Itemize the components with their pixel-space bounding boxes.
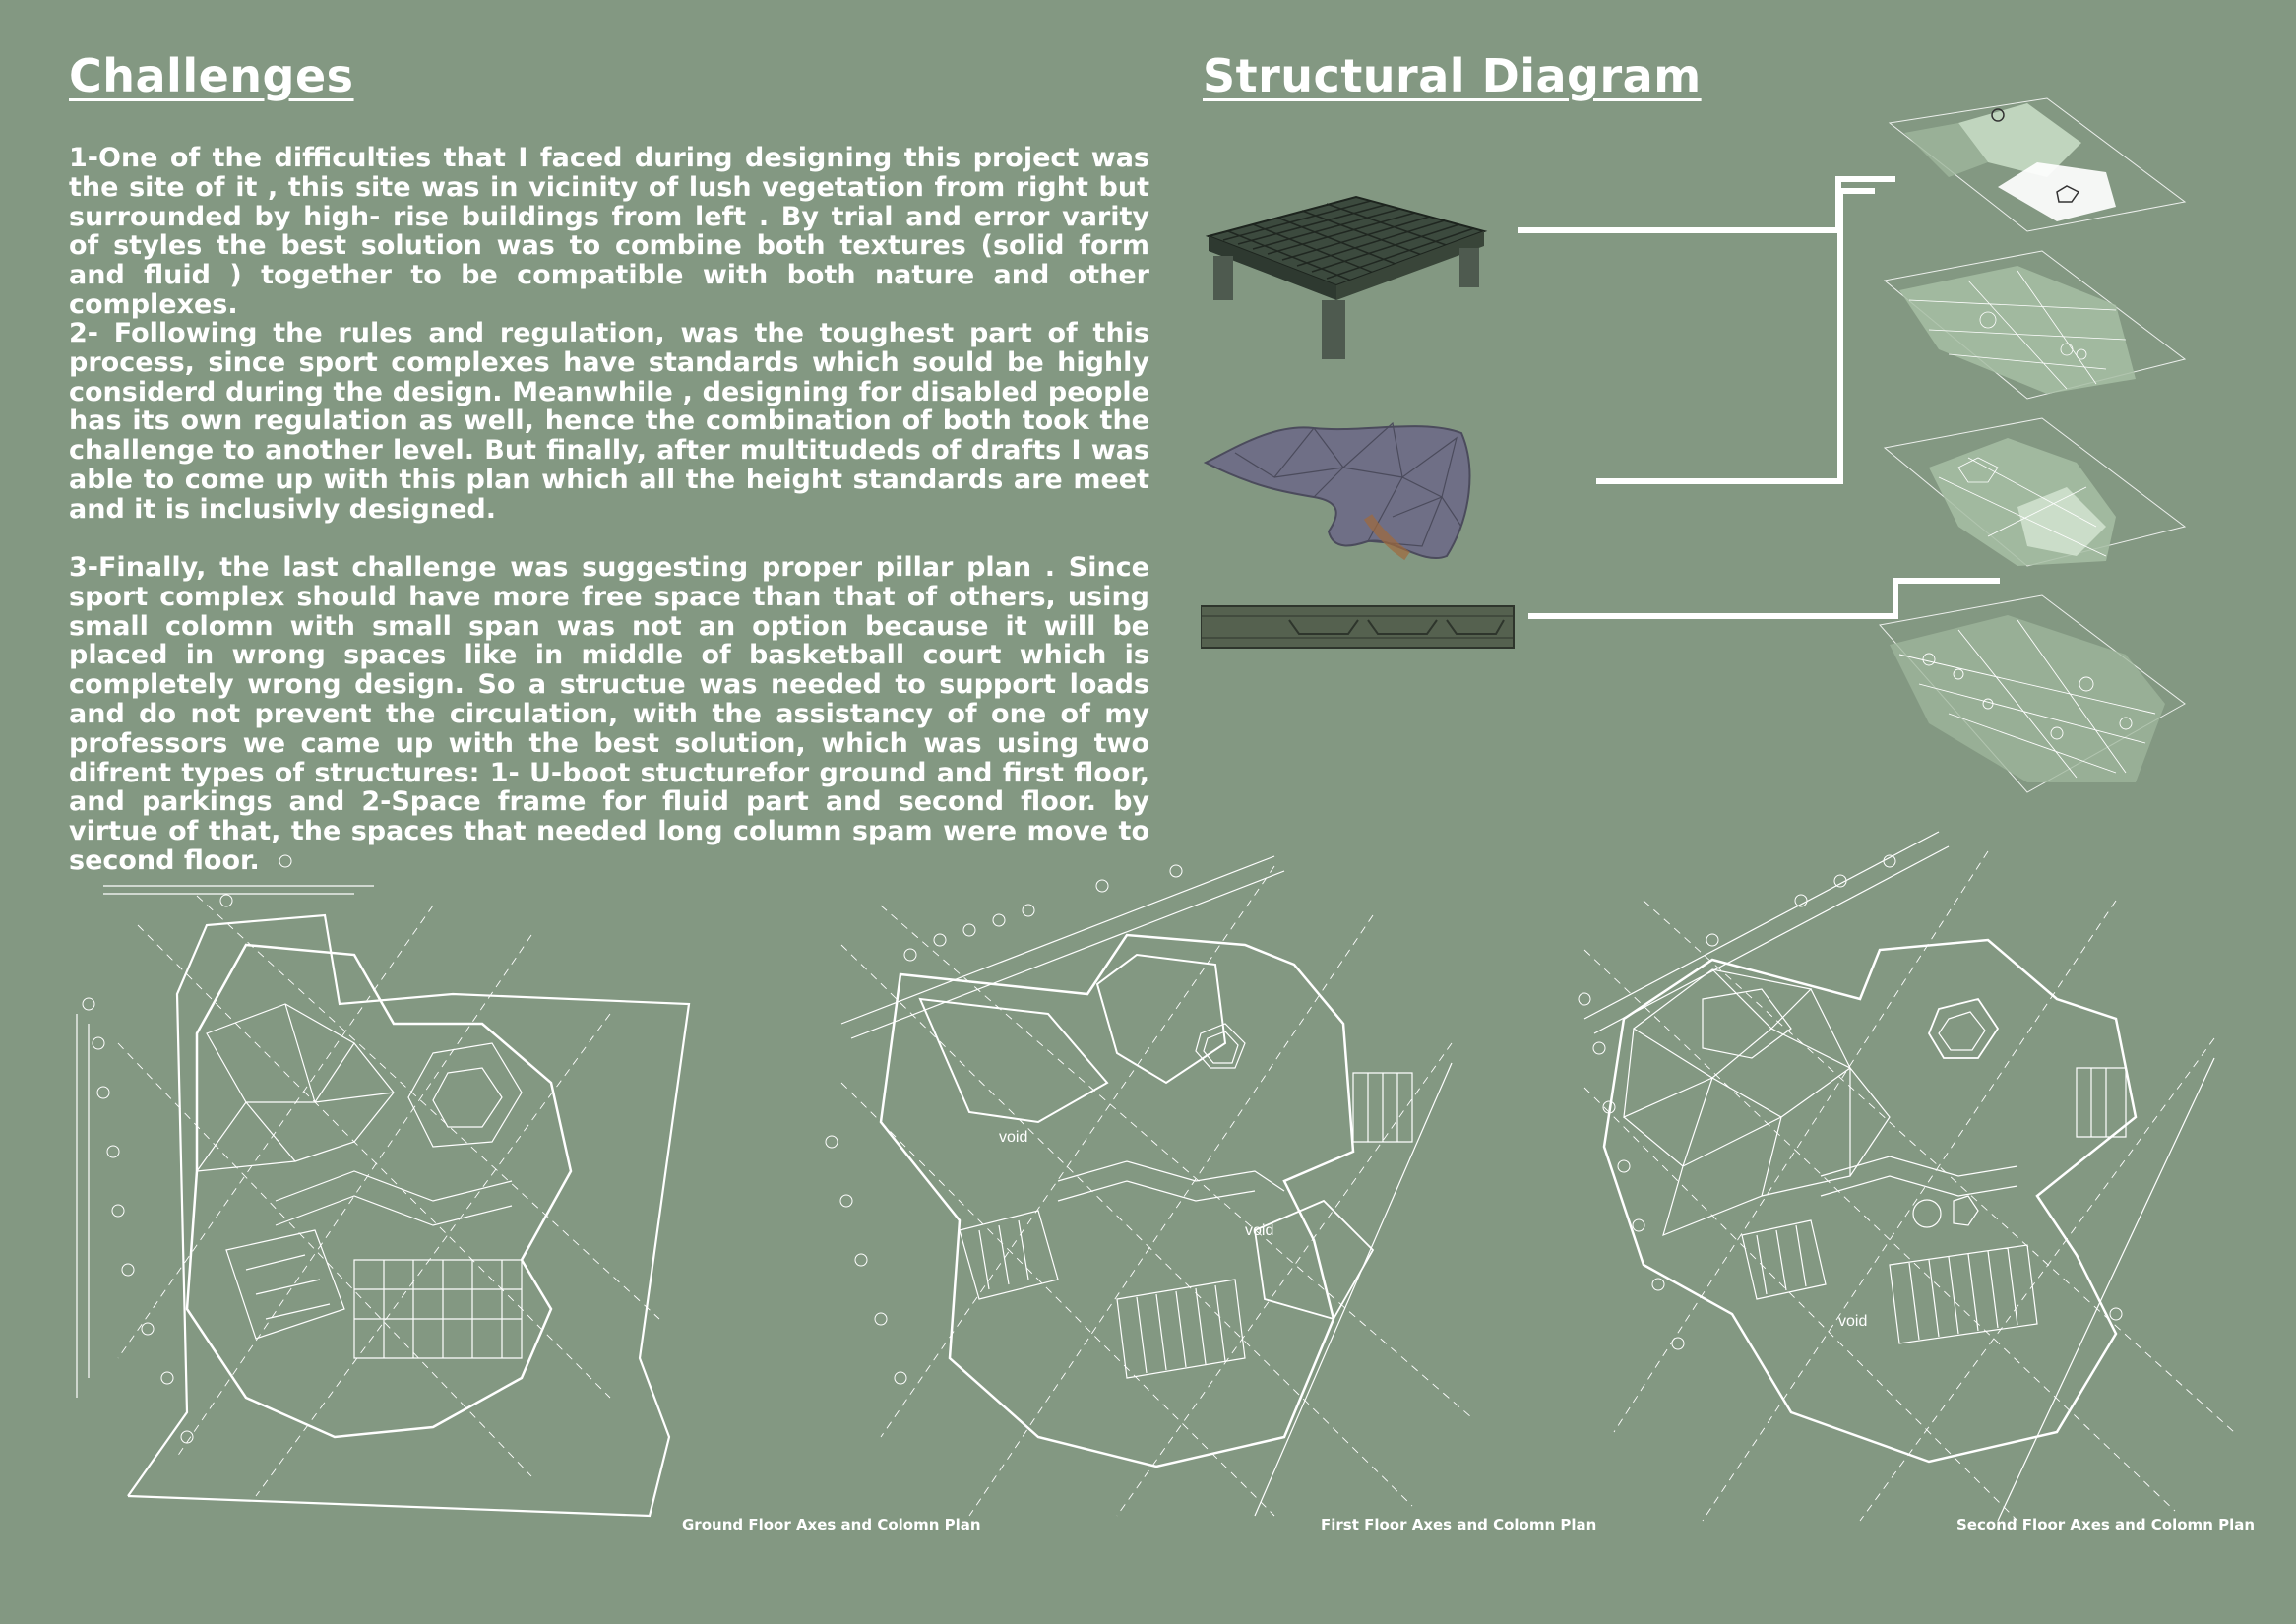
exploded-axonometric-floors [1870,94,2195,802]
second-floor-caption: Second Floor Axes and Colomn Plan [1956,1516,2256,1533]
structural-diagram-title: Structural Diagram [1203,49,1702,102]
void-label-2: void [1245,1222,1274,1239]
void-label-1: void [999,1129,1028,1146]
challenge-paragraph-3: 3-Finally, the last challenge was suggesting proper pillar plan . Since sport complex should have more free space than that of others, using small colomn with small span was not an option because it will be placed in wrong spaces like in middle of basketball court which is completely wrong design. So a structue was needed to support loads and do not prevent the circulation, with the assistancy of one of my professors we came up with the best solution, which was using two difrent types of structures: 1- U-boot stucturefor ground and first floor, and parkings and 2-Space frame for fluid part and second floor. by virtue of that, the spaces that needed long column spam were move to second floor. [69,552,1149,876]
void-label-3: void [1838,1313,1868,1330]
ground-floor-caption: Ground Floor Axes and Colomn Plan [682,1516,981,1533]
first-floor-plan [822,827,1501,1535]
first-floor-caption: First Floor Axes and Colomn Plan [1321,1516,1597,1533]
ground-floor-plan [59,846,709,1535]
second-floor-plan [1565,822,2254,1530]
challenges-title: Challenges [69,49,354,102]
challenge-paragraph-2: 2- Following the rules and regulation, was the toughest part of this process, since sport complexes have standards which sould be highly considerd during the design. Meanwhile , designing for disabled people has its own regulation as well, hence the combination of both took the challenge to another level. But finally, after multitudeds of drafts I was able to come up with this plan which all the height standards are meet and it is inclusivly designed. [69,318,1149,525]
challenge-paragraph-1: 1-One of the difficulties that I faced during designing this project was the site of it , this site was in vicinity of lush vegetation from right but surrounded by high- rise buildings from left . By trial and error varity of styles the best solution was to combine both textures (solid form and fluid ) together to be compatible with both nature and other complexes. [69,143,1149,320]
